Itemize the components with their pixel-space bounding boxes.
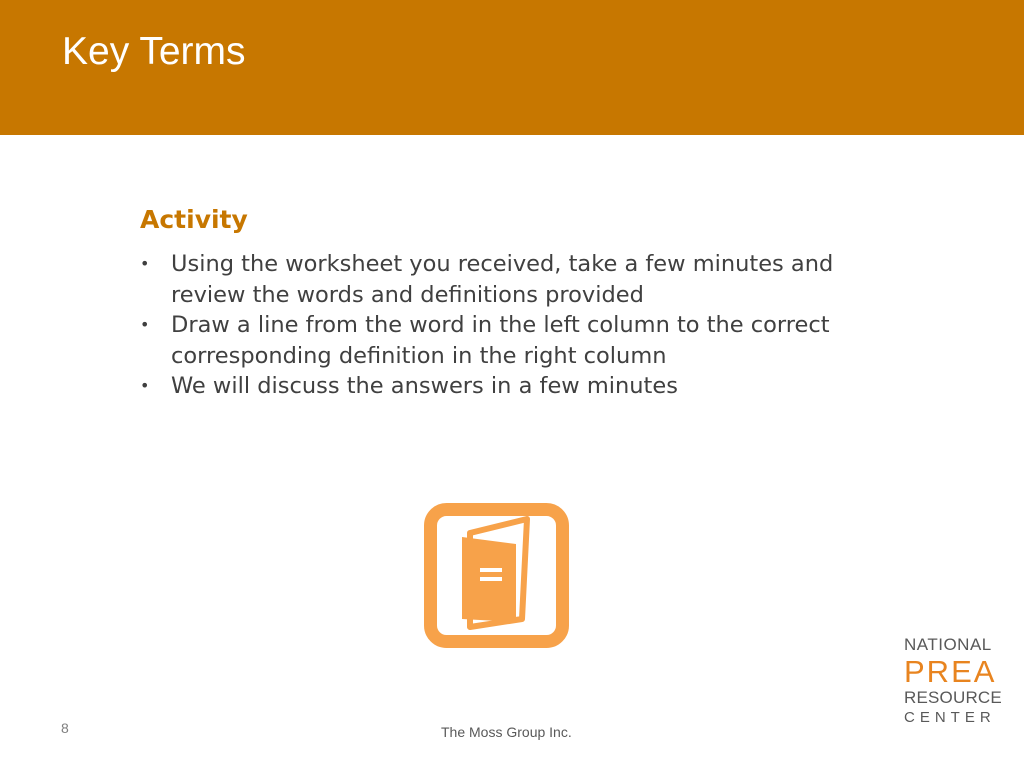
bullet-item — [140, 310, 900, 371]
bullet-marker: • — [140, 254, 150, 273]
logo-line-prea: PREA — [904, 654, 997, 689]
bullet-text: We will discuss the answers in a few minutes — [171, 373, 678, 399]
logo-line-national: NATIONAL — [904, 635, 992, 654]
footer-text: The Moss Group Inc. — [441, 724, 572, 740]
slide-title: Key Terms — [62, 30, 246, 73]
national-prea-resource-center-logo — [904, 636, 1014, 725]
page-number: 8 — [61, 720, 69, 736]
bullet-text: Using the worksheet you received, take a few minutes and review the words and definitions provided — [171, 251, 834, 308]
bullet-marker: • — [140, 376, 150, 395]
title-banner — [0, 0, 1024, 135]
slide-content — [140, 203, 900, 402]
bullet-marker: • — [140, 315, 150, 334]
book-icon — [424, 503, 569, 648]
bullet-item — [140, 371, 900, 402]
bullet-item — [140, 249, 900, 310]
logo-line-resource: RESOURCE — [904, 688, 1002, 707]
activity-heading: Activity — [140, 205, 248, 234]
bullet-list — [140, 249, 900, 402]
bullet-text: Draw a line from the word in the left column to the correct corresponding definition in the right column — [171, 312, 830, 369]
logo-line-center: CENTER — [904, 709, 996, 726]
